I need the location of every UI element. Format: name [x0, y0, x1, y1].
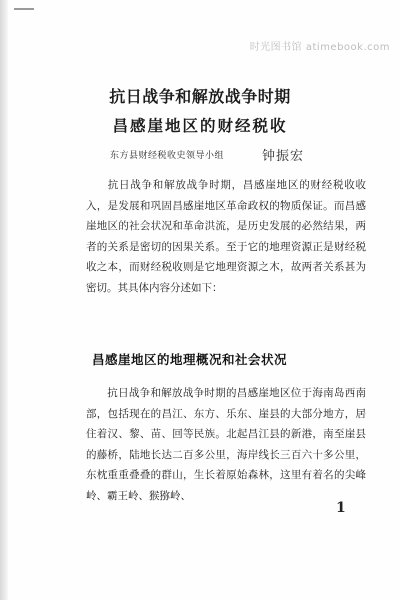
intro-paragraph-text: 抗日战争和解放战争时期，昌感崖地区的财经税收收入，是发展和巩固昌感崖地区革命政权的物质保证。而昌感崖地区的社会状况和革命洪流，是历史发展的必然结果，两者的关系是密切的因果关系。至于它的地理资源正是财经税收之本，而财经税收则是它地理资源之木，故两者关系甚为密切。其具体内容分述如下： [86, 179, 366, 294]
intro-paragraph [86, 175, 366, 298]
body-paragraph-text: 抗日战争和解放战争时期的昌感崖地区位于海南岛西南部，包括现在的昌江、东方、乐东、崖县的大部分地方，居住着汉、黎、苗、回等民族。北起昌江县的新港，南至崖县的藤桥，陆地长达二百多公里，海岸线长三百六十多公里，东枕重重叠叠的群山，生长着原始森林，这里有着名的尖峰岭、霸王岭、猴猕岭、 [86, 387, 366, 502]
scan-mark [14, 8, 34, 10]
author-name: 钟振宏 [262, 149, 305, 164]
page-title: 抗日战争和解放战争时期 [109, 87, 291, 106]
body-paragraph [86, 383, 366, 506]
page-number: 1 [336, 500, 346, 516]
section-heading: 昌感崖地区的地理概况和社会状况 [92, 352, 288, 367]
author-affiliation: 东方县财经税收史领导小组 [110, 151, 225, 161]
page-subtitle: 昌感崖地区的财经税收 [112, 116, 288, 135]
watermark: 时光图书馆 atimebook.com [249, 42, 390, 53]
